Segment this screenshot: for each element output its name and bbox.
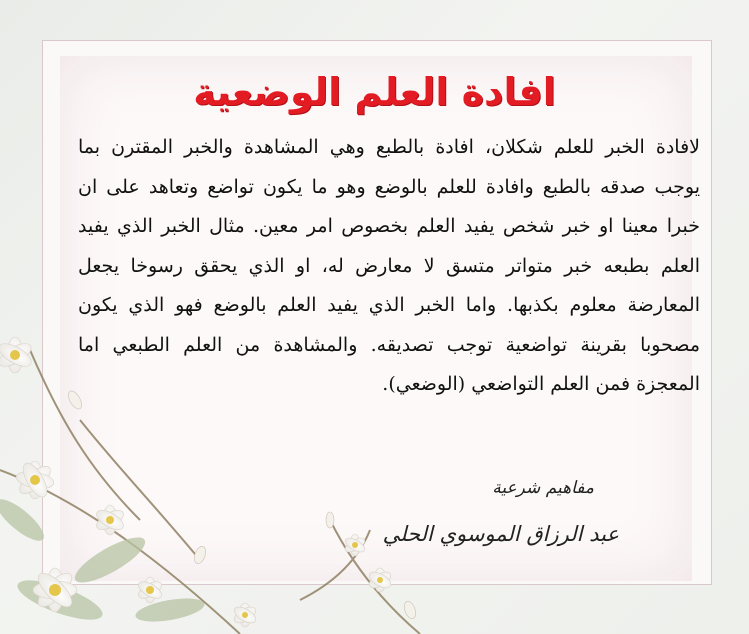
signature-line-1: مفاهيم شرعية [492, 478, 594, 498]
signature-line-2: عبد الرزاق الموسوي الحلي [382, 522, 619, 546]
paragraph-text: لافادة الخبر للعلم شكلان، افادة بالطبع وهي المشاهدة والخبر المقترن بما يوجب صدقه بالطبع وافادة للعلم بالوضع وهو ما يكون تواضع وتعاهد على ان خبرا معينا او خبر شخص يفيد العلم بخصوص امر معين. مثال الخبر الذي يفيد العلم بطبعه خبر متواتر متسق لا معارض له، او الذي يحقق رسوخا يجعل المعارضة معلوم بكذبها. واما الخبر الذي يفيد العلم بالوضع فهو الذي يكون مصحوبا بقرينة تواضعية توجب تصديقه. والمشاهدة من العلم الطبعي اما المعجزة فمن العلم التواضعي (الوضعي). [78, 136, 700, 395]
page-title: افادة العلم الوضعية [193, 70, 556, 114]
body-paragraph [78, 128, 700, 405]
